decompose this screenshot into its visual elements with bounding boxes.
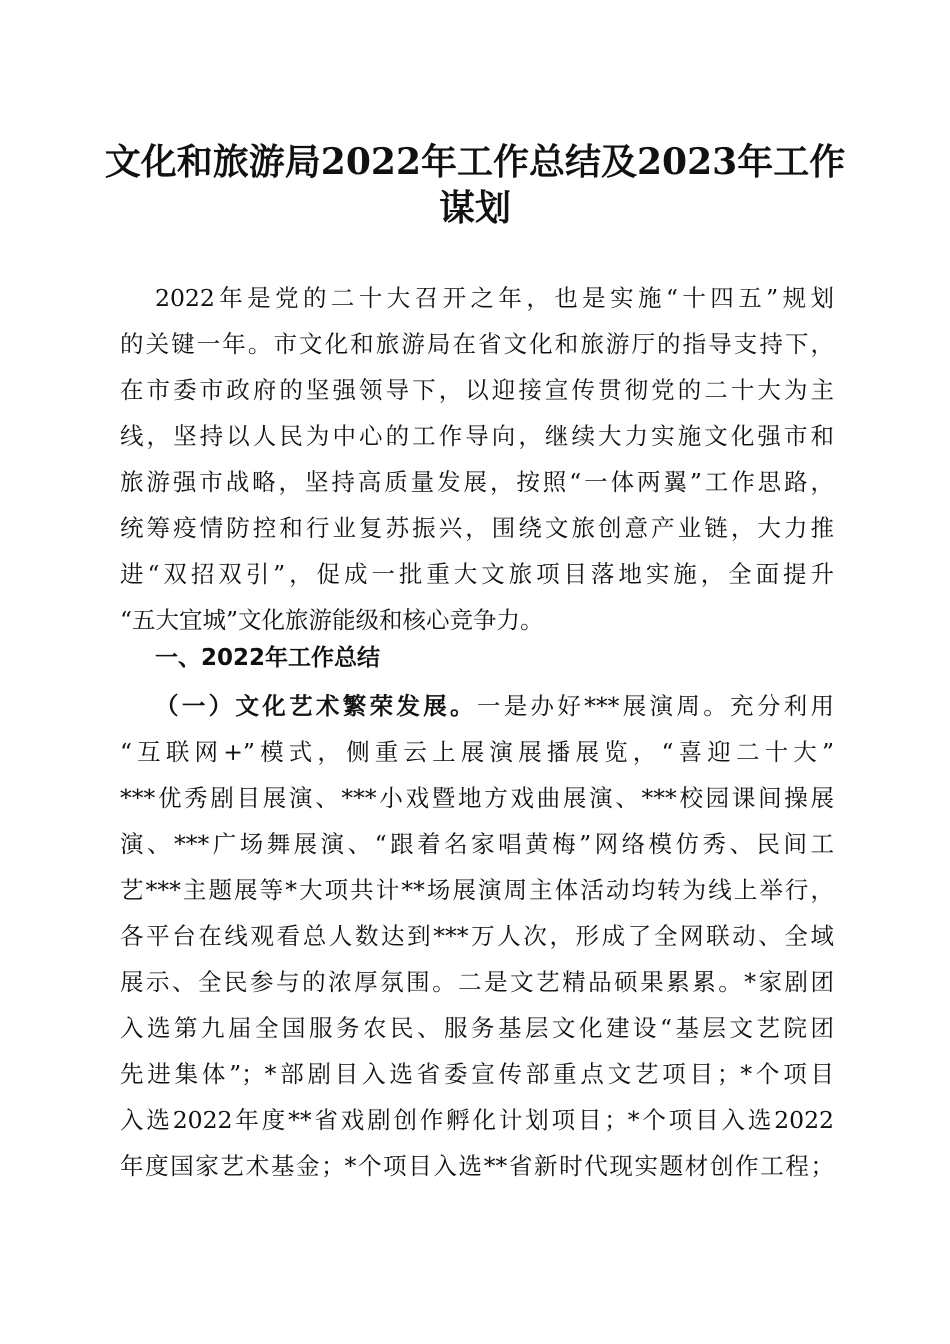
intro-line: 的关键一年。市文化和旅游局在省文化和旅游厅的指导支持下， [120, 330, 834, 358]
subsection-first-line-text: 一是办好***展演周。充分利用 [476, 692, 834, 720]
body-line: 年度国家艺术基金；*个项目入选**省新时代现实题材创作工程； [120, 1152, 834, 1180]
intro-line: 旅游强市战略，坚持高质量发展，按照“一体两翼”工作思路， [120, 468, 834, 496]
section-heading: 一、2022年工作总结 [155, 645, 381, 671]
subsection-heading: （一）文化艺术繁荣发展。 [155, 692, 477, 720]
body-line: 演、***广场舞展演、“跟着名家唱黄梅”网络模仿秀、民间工 [120, 830, 834, 858]
intro-line: 统筹疫情防控和行业复苏振兴，围绕文旅创意产业链，大力推 [120, 514, 834, 542]
body-line: ***优秀剧目展演、***小戏暨地方戏曲展演、***校园课间操展 [120, 784, 834, 812]
intro-line: 线，坚持以人民为中心的工作导向，继续大力实施文化强市和 [120, 422, 834, 450]
body-line: 各平台在线观看总人数达到***万人次，形成了全网联动、全域 [120, 922, 834, 950]
subsection-first-line [155, 690, 834, 722]
body-line: 展示、全民参与的浓厚氛围。二是文艺精品硕果累累。*家剧团 [120, 968, 834, 996]
intro-line: “五大宜城”文化旅游能级和核心竞争力。 [120, 606, 544, 634]
body-line: 入选2022年度**省戏剧创作孵化计划项目；*个项目入选2022 [120, 1106, 834, 1134]
document-title-line-1: 文化和旅游局2022年工作总结及2023年工作 [104, 141, 846, 183]
body-line: 入选第九届全国服务农民、服务基层文化建设“基层文艺院团 [120, 1014, 834, 1042]
intro-line: 2022年是党的二十大召开之年，也是实施“十四五”规划 [155, 284, 834, 312]
body-line: “互联网+”模式，侧重云上展演展播展览，“喜迎二十大” [120, 738, 834, 766]
body-line: 先进集体”；*部剧目入选省委宣传部重点文艺项目；*个项目 [120, 1060, 834, 1088]
intro-line: 在市委市政府的坚强领导下，以迎接宣传贯彻党的二十大为主 [120, 376, 834, 404]
intro-line: 进“双招双引”，促成一批重大文旅项目落地实施，全面提升 [120, 560, 834, 588]
document-title-line-2: 谋划 [438, 187, 511, 229]
body-line: 艺***主题展等*大项共计**场展演周主体活动均转为线上举行， [120, 876, 834, 904]
